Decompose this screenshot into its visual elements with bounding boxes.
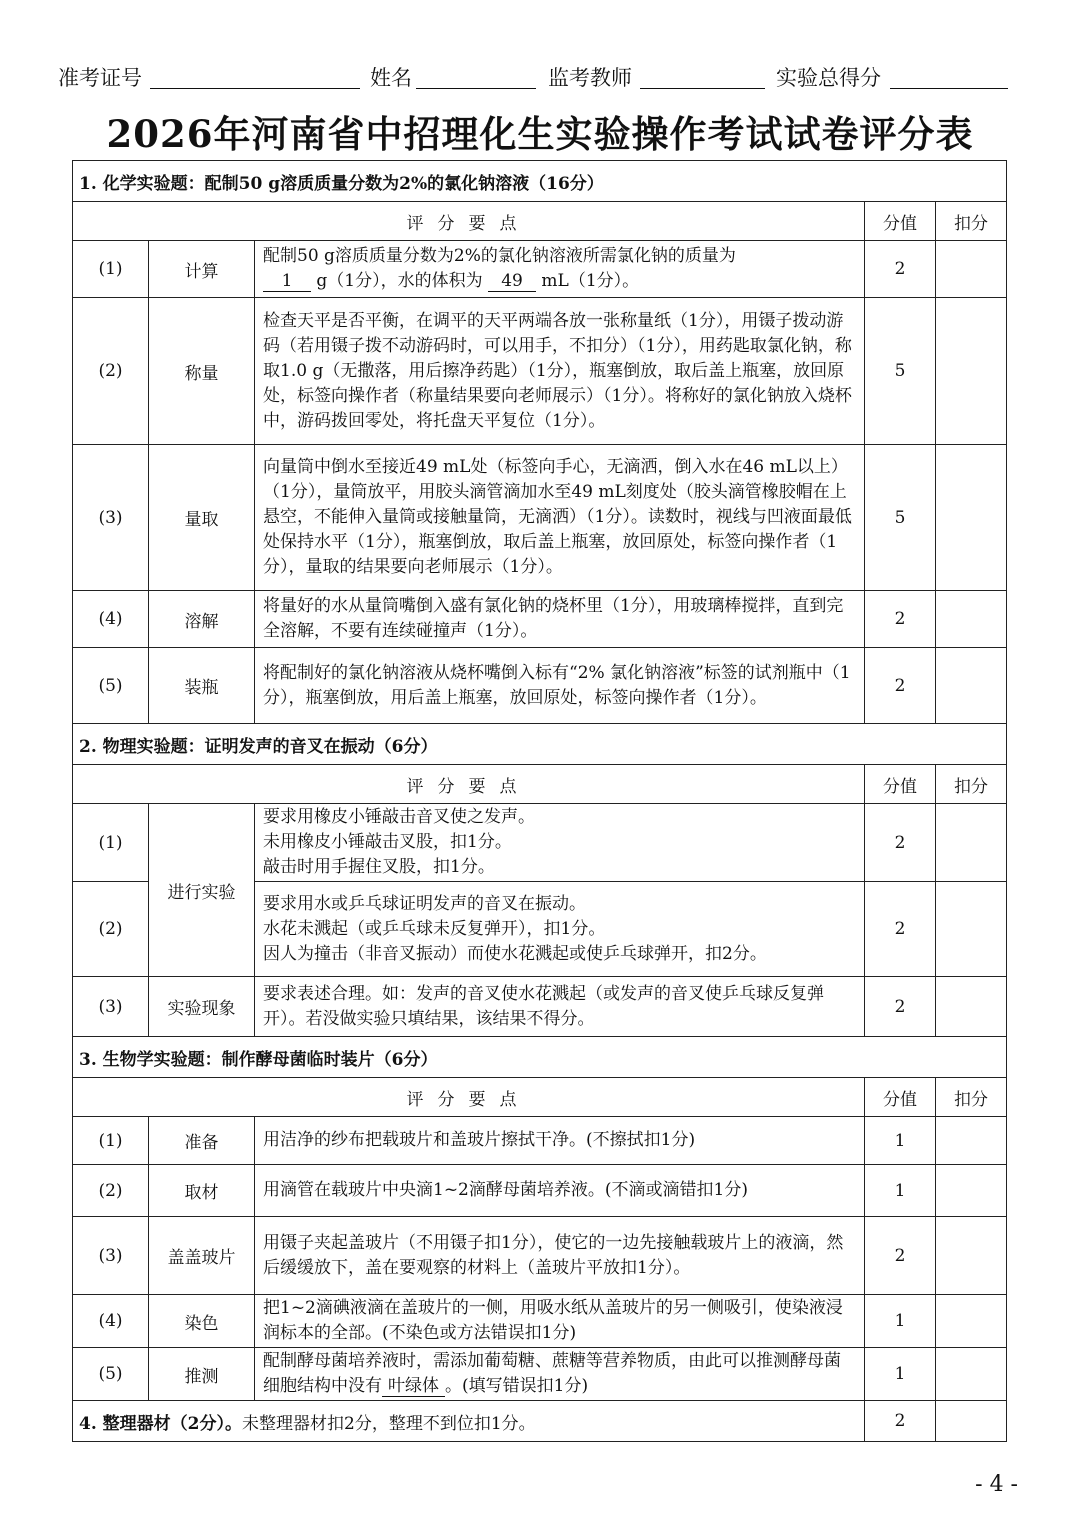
- score-value: 2: [865, 241, 936, 298]
- score-value: 2: [865, 804, 936, 882]
- score-value: 2: [865, 591, 936, 648]
- biology-section-title: 3. 生物学实验题：制作酵母菌临时装片（6分）: [73, 1037, 1007, 1078]
- deduct-header: 扣分: [936, 765, 1007, 804]
- chemistry-section-title-row: [73, 161, 1007, 202]
- deduct-cell[interactable]: [936, 1348, 1007, 1401]
- deduct-cell[interactable]: [936, 1165, 1007, 1217]
- criteria-line: 因人为撞击（非音叉振动）而使水花溅起或使乒乓球弹开，扣2分。: [263, 943, 767, 964]
- score-header: 分值: [865, 765, 936, 804]
- criteria-line: 敲击时用手握住叉股，扣1分。: [263, 857, 495, 877]
- table-row: [73, 445, 1007, 591]
- step-name: 推测: [149, 1348, 255, 1401]
- table-row: [73, 1295, 1007, 1348]
- table-header-row: [73, 765, 1007, 804]
- cleanup-text: [73, 1401, 865, 1442]
- exam-id-label: 准考证号: [58, 66, 142, 90]
- score-header: 分值: [865, 1078, 936, 1117]
- biology-section-title-row: [73, 1037, 1007, 1078]
- deduct-cell[interactable]: [936, 1401, 1007, 1442]
- table-row: [73, 1348, 1007, 1401]
- deduct-cell[interactable]: [936, 445, 1007, 591]
- row-number: (1): [73, 804, 149, 882]
- table-row: [73, 298, 1007, 445]
- table-header-row: [73, 202, 1007, 241]
- criteria-text: 把1~2滴碘液滴在盖玻片的一侧，用吸水纸从盖玻片的另一侧吸引，使染液浸润标本的全部。(不染色或方法错误扣1分): [255, 1295, 865, 1348]
- points-header: 评分要点: [73, 1078, 865, 1117]
- points-header: 评分要点: [73, 202, 865, 241]
- deduct-cell[interactable]: [936, 882, 1007, 977]
- row-number: (3): [73, 1217, 149, 1295]
- row-number: (2): [73, 298, 149, 445]
- table-row: [73, 1217, 1007, 1295]
- row-number: (3): [73, 445, 149, 591]
- criteria-text: [255, 882, 865, 977]
- cleanup-row: [73, 1401, 1007, 1442]
- row-number: (1): [73, 1117, 149, 1165]
- row-number: (3): [73, 977, 149, 1037]
- criteria-text: [255, 241, 865, 298]
- criteria-text: [255, 804, 865, 882]
- score-value: 2: [865, 882, 936, 977]
- step-name: 计算: [149, 241, 255, 298]
- table-row: [73, 241, 1007, 298]
- total-score-field[interactable]: [890, 88, 1008, 89]
- table-row: [73, 804, 1007, 882]
- chemistry-section-title: 1. 化学实验题：配制50 g溶质质量分数为2%的氯化钠溶液（16分）: [73, 161, 1007, 202]
- table-row: [73, 648, 1007, 724]
- step-name: 实验现象: [149, 977, 255, 1037]
- criteria-text: 用洁净的纱布把载玻片和盖玻片擦拭干净。(不擦拭扣1分): [255, 1117, 865, 1165]
- criteria-text: 要求表述合理。如：发声的音叉使水花溅起（或发声的音叉使乒乓球反复弹开）。若没做实验只填结果，该结果不得分。: [255, 977, 865, 1037]
- deduct-header: 扣分: [936, 1078, 1007, 1117]
- answer-blank: 49: [488, 271, 536, 292]
- name-field[interactable]: [416, 88, 536, 89]
- score-value: 2: [865, 648, 936, 724]
- criteria-line: 要求用水或乒乓球证明发声的音叉在振动。: [263, 893, 586, 914]
- deduct-cell[interactable]: [936, 1117, 1007, 1165]
- step-name: 盖盖玻片: [149, 1217, 255, 1295]
- proctor-label: 监考教师: [548, 66, 632, 90]
- points-header: 评分要点: [73, 765, 865, 804]
- table-row: [73, 1117, 1007, 1165]
- criteria-part: 配制50 g溶质质量分数为2%的氯化钠溶液所需氯化钠的质量为: [263, 246, 736, 266]
- table-row: [73, 977, 1007, 1037]
- criteria-text: 检查天平是否平衡，在调平的天平两端各放一张称量纸（1分），用镊子拨动游码（若用镊子拨不动游码时，可以用手，不扣分）（1分），用药匙取氯化钠，称取1.0 g（无撒落，用后擦净药匙）（1分），瓶塞倒放，取后盖上瓶塞，放回原处，标签向操作者（称量结果要向老师展示）（1分）。将称好的氯化钠放入烧杯中，游码拨回零处，将托盘天平复位（1分）。: [255, 298, 865, 445]
- exam-id-field[interactable]: [150, 88, 360, 89]
- name-label: 姓名: [370, 66, 412, 90]
- table-row: [73, 1165, 1007, 1217]
- row-number: (4): [73, 1295, 149, 1348]
- header-fields: [58, 58, 1018, 94]
- answer-blank: 叶绿体: [382, 1376, 445, 1397]
- row-number: (4): [73, 591, 149, 648]
- criteria-line: 要求用橡皮小锤敲击音叉使之发声。: [263, 807, 535, 827]
- cleanup-title: 4. 整理器材（2分）。: [79, 1413, 242, 1434]
- criteria-line: 未用橡皮小锤敲击叉股，扣1分。: [263, 832, 512, 852]
- criteria-text: 用镊子夹起盖玻片（不用镊子扣1分），使它的一边先接触载玻片上的液滴，然后缓缓放下，盖在要观察的材料上（盖玻片平放扣1分）。: [255, 1217, 865, 1295]
- score-header: 分值: [865, 202, 936, 241]
- table-header-row: [73, 1078, 1007, 1117]
- physics-section-title: 2. 物理实验题：证明发声的音叉在振动（6分）: [73, 724, 1007, 765]
- table-row: [73, 591, 1007, 648]
- step-name: 进行实验: [149, 804, 255, 977]
- criteria-part: 配制酵母菌培养液时，需添加葡萄糖、蔗糖等营养物质，由此可以推测酵母菌细胞结构中没有: [263, 1351, 841, 1396]
- score-value: 2: [865, 977, 936, 1037]
- score-value: 1: [865, 1348, 936, 1401]
- criteria-text: 将配制好的氯化钠溶液从烧杯嘴倒入标有“2% 氯化钠溶液”标签的试剂瓶中（1分），瓶塞倒放，用后盖上瓶塞，放回原处，标签向操作者（1分）。: [255, 648, 865, 724]
- row-number: (2): [73, 882, 149, 977]
- criteria-text: 将量好的水从量筒嘴倒入盛有氯化钠的烧杯里（1分），用玻璃棒搅拌，直到完全溶解，不要有连续碰撞声（1分）。: [255, 591, 865, 648]
- deduct-cell[interactable]: [936, 298, 1007, 445]
- row-number: (5): [73, 648, 149, 724]
- score-value: 2: [865, 1401, 936, 1442]
- score-value: 1: [865, 1117, 936, 1165]
- step-name: 溶解: [149, 591, 255, 648]
- step-name: 称量: [149, 298, 255, 445]
- scoring-table: [72, 160, 1007, 1442]
- criteria-text: 向量筒中倒水至接近49 mL处（标签向手心，无滴洒，倒入水在46 mL以上）（1分），量筒放平，用胶头滴管滴加水至49 mL刻度处（胶头滴管橡胶帽在上悬空，不能伸入量筒或接触量筒，无滴洒）（1分）。读数时，视线与凹液面最低处保持水平（1分），瓶塞倒放，取后盖上瓶塞，放回原处，标签向操作者（1分），量取的结果要向老师展示（1分）。: [255, 445, 865, 591]
- criteria-line: 水花未溅起（或乒乓球未反复弹开），扣1分。: [263, 918, 606, 939]
- deduct-header: 扣分: [936, 202, 1007, 241]
- total-score-label: 实验总得分: [776, 66, 881, 90]
- step-name: 量取: [149, 445, 255, 591]
- deduct-cell[interactable]: [936, 1295, 1007, 1348]
- deduct-cell[interactable]: [936, 591, 1007, 648]
- step-name: 装瓶: [149, 648, 255, 724]
- score-value: 1: [865, 1295, 936, 1348]
- deduct-cell[interactable]: [936, 1217, 1007, 1295]
- physics-section-title-row: [73, 724, 1007, 765]
- page-title: 2026年河南省中招理化生实验操作考试试卷评分表: [106, 112, 974, 156]
- score-value: 1: [865, 1165, 936, 1217]
- step-name: 准备: [149, 1117, 255, 1165]
- criteria-part: 。(填写错误扣1分): [445, 1376, 589, 1396]
- proctor-field[interactable]: [640, 88, 765, 89]
- deduct-cell[interactable]: [936, 648, 1007, 724]
- answer-blank: 1: [263, 271, 311, 292]
- step-name: 染色: [149, 1295, 255, 1348]
- step-name: 取材: [149, 1165, 255, 1217]
- row-number: (5): [73, 1348, 149, 1401]
- cleanup-desc: 未整理器材扣2分，整理不到位扣1分。: [242, 1413, 536, 1434]
- row-number: (2): [73, 1165, 149, 1217]
- score-value: 5: [865, 445, 936, 591]
- score-value: 2: [865, 1217, 936, 1295]
- deduct-cell[interactable]: [936, 804, 1007, 882]
- criteria-part: mL（1分）。: [541, 271, 640, 291]
- criteria-text: [255, 1348, 865, 1401]
- criteria-part: g（1分），水的体积为: [316, 271, 483, 291]
- criteria-text: 用滴管在载玻片中央滴1~2滴酵母菌培养液。(不滴或滴错扣1分): [255, 1165, 865, 1217]
- score-value: 5: [865, 298, 936, 445]
- row-number: (1): [73, 241, 149, 298]
- deduct-cell[interactable]: [936, 977, 1007, 1037]
- page-number: - 4 -: [975, 1472, 1018, 1497]
- deduct-cell[interactable]: [936, 241, 1007, 298]
